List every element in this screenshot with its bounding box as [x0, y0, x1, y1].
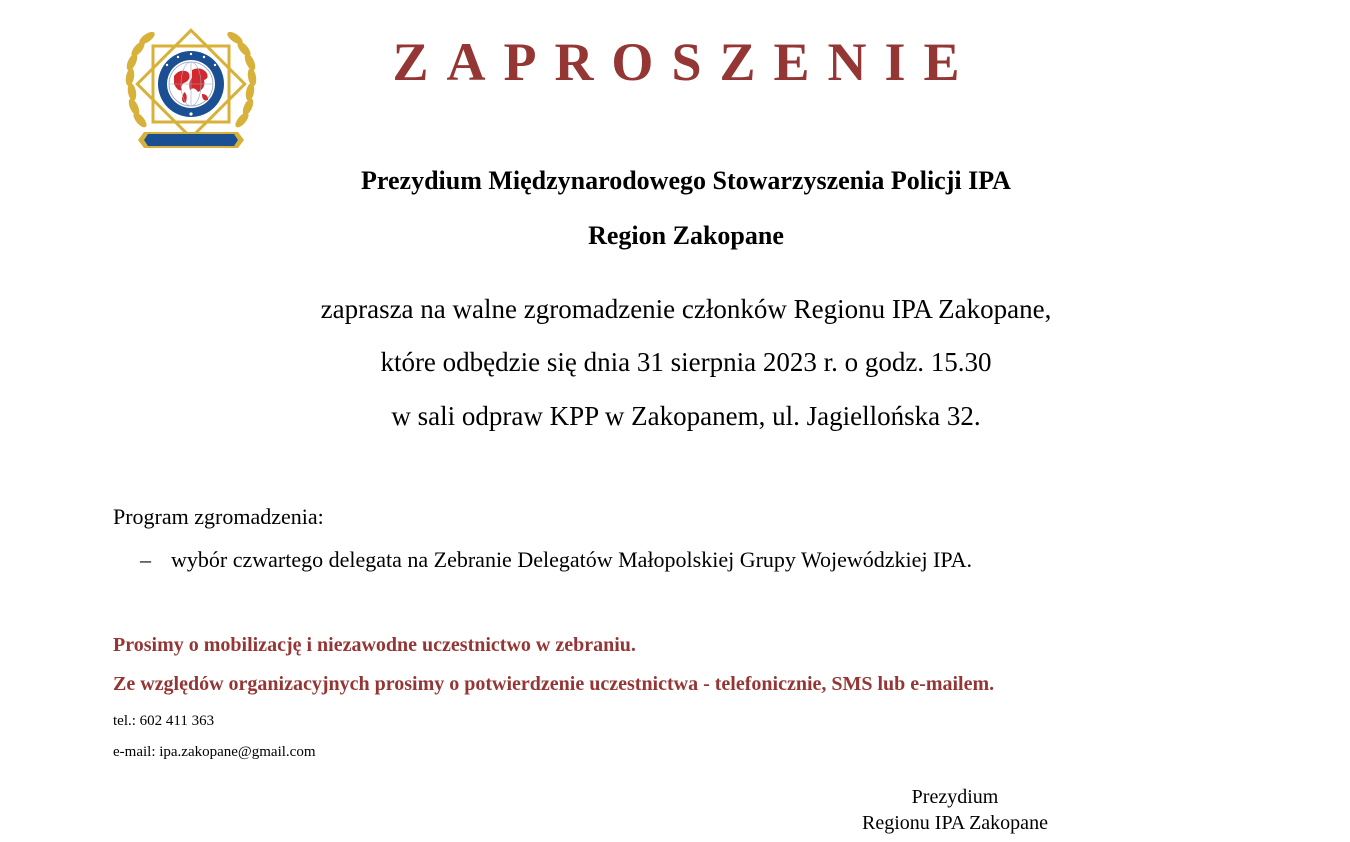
program-heading: Program zgromadzenia:: [113, 504, 324, 529]
organization-region: Region Zakopane: [588, 221, 784, 250]
agenda-item-text: wybór czwartego delegata na Zebranie Delegatów Małopolskiej Grupy Wojewódzkiej IPA.: [171, 547, 972, 572]
page-title: ZAPROSZENIE: [392, 32, 978, 92]
signature-organization: Regionu IPA Zakopane: [862, 812, 1048, 834]
signature-title: Prezydium: [911, 786, 999, 808]
contact-email: e-mail: ipa.zakopane@gmail.com: [113, 744, 316, 760]
organization-name: Prezydium Międzynarodowego Stowarzyszenia Policji IPA: [361, 166, 1011, 195]
invitation-line: zaprasza na walne zgromadzenie członków Regionu IPA Zakopane,: [320, 294, 1052, 324]
agenda-item: [140, 546, 972, 574]
invitation-line: które odbędzie się dnia 31 sierpnia 2023 r. o godz. 15.30: [380, 347, 992, 377]
contact-phone: tel.: 602 411 363: [113, 713, 215, 729]
notice-mobilization: Prosimy o mobilizację i niezawodne uczestnictwo w zebraniu.: [113, 634, 636, 656]
notice-confirmation: Ze względów organizacyjnych prosimy o potwierdzenie uczestnictwa - telefonicznie, SMS lub e-mailem.: [113, 673, 995, 695]
invitation-line: w sali odpraw KPP w Zakopanem, ul. Jagiellońska 32.: [391, 401, 981, 431]
dash-bullet-icon: –: [140, 547, 151, 572]
